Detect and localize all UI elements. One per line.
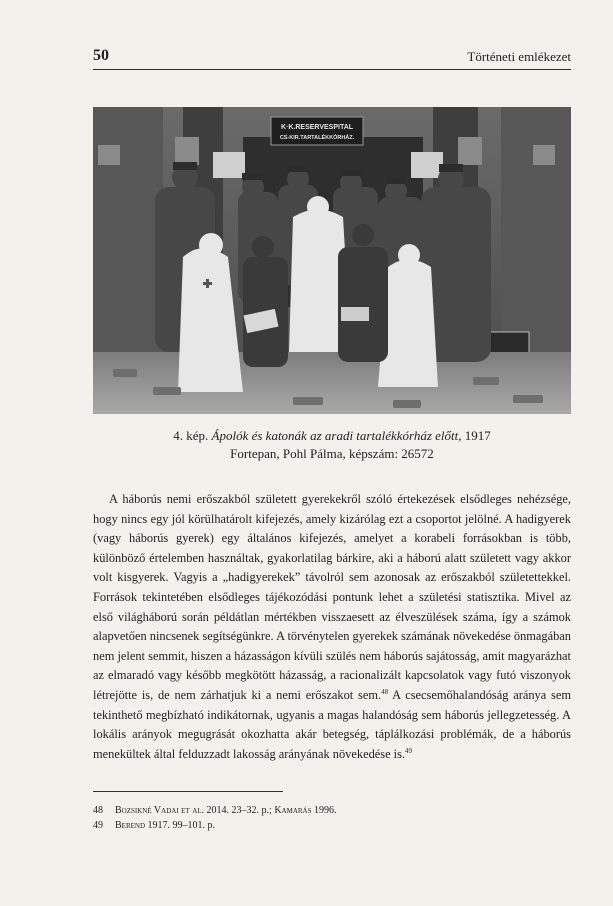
footnote-number: 48 [93,805,103,816]
sign-line-2: CS-KIR.TARTALÉKKÓRHÁZ. [279,135,355,141]
paragraph [93,490,571,764]
caption-line-1 [93,427,571,445]
caption-number: 4. kép. [173,428,212,443]
footnote-48 [93,803,571,818]
footnotes [93,803,571,833]
body-text [93,490,571,764]
caption-title: Ápolók és katonák az aradi tartalékkórház előtt, [211,428,462,443]
figure-caption [93,427,571,463]
photo-illustration [93,107,571,414]
footnote-author: Bozsikné Vadai et al. [115,805,205,816]
footnote-number: 49 [93,820,103,831]
footnote-author-2: Kamarás [274,805,312,816]
running-title: Történeti emlékezet [467,49,571,64]
footnote-text [115,818,215,833]
footnote-ref-48[interactable]: 48 [381,687,389,696]
footnote-rest: 1917. 99–101. p. [145,820,216,831]
footnote-49 [93,818,571,833]
page-number: 50 [93,47,109,64]
footnote-divider [93,791,283,792]
sign-line-1: K·K.RESERVESPITAL [280,124,354,131]
footnote-author: Berend [115,820,146,831]
page-header [93,47,571,70]
caption-year: 1917 [461,428,491,443]
footnote-text [115,803,337,818]
historical-photo [93,107,571,414]
caption-source: Fortepan, Pohl Pálma, képszám: 26572 [230,446,434,461]
footnote-rest: 2014. 23–32. p.; [204,805,275,816]
paragraph-text-1: A háborús nemi erőszakból született gyerekekről szóló értekezések elsődleges nehézsége, hogy nincs egy jól körülhatárolt kifejezés, amely kizárólag ezt a csoportot jelölné. A hadigyerek (vagy háborús gyerek) egy általános kifejezés, amelyet a korabeli forrásokban is több, különböző értelemben használtak, gyakorlatilag bárkire, aki a háború alatt született vagy akkor volt kisgyerek. Vagyis a „hadigyerekek” távolról sem azonosak az erőszakból születettekkel. Források tekintetében elsődleges tájékozódási pontunk lehet a születési statisztika. Mivel az első világháború során példátlan mértékben visszaesett az élveszülések száma, így a számok alapvetően nincsenek segítségünkre. A törvénytelen gyerekek számának növekedése önmagában nem jelent semmit, hiszen a házasságon kívüli szülés nem háborús sajátosság, amit magyarázhat az elmaradó vagy később megkötött házasság, a racionalizált kapcsolatok vagy futó viszonyok létrejötte is, de nem zárhatjuk ki a nemi erőszakot sem. [93,492,571,702]
paragraph-text-2: A csecsemőhalandóság aránya sem tekinthető megbízható indikátornak, ugyanis a magas halandóság sem háborús jellegzetesség. A lokális arányok megugrását okozhatta akár betegség, táplálkozási problémák, de a háborús menekültek által felduzzadt lakosság arányának növekedése is. [93,687,571,761]
footnote-ref-49[interactable]: 49 [405,746,413,755]
footnote-rest-2: 1996. [311,805,337,816]
